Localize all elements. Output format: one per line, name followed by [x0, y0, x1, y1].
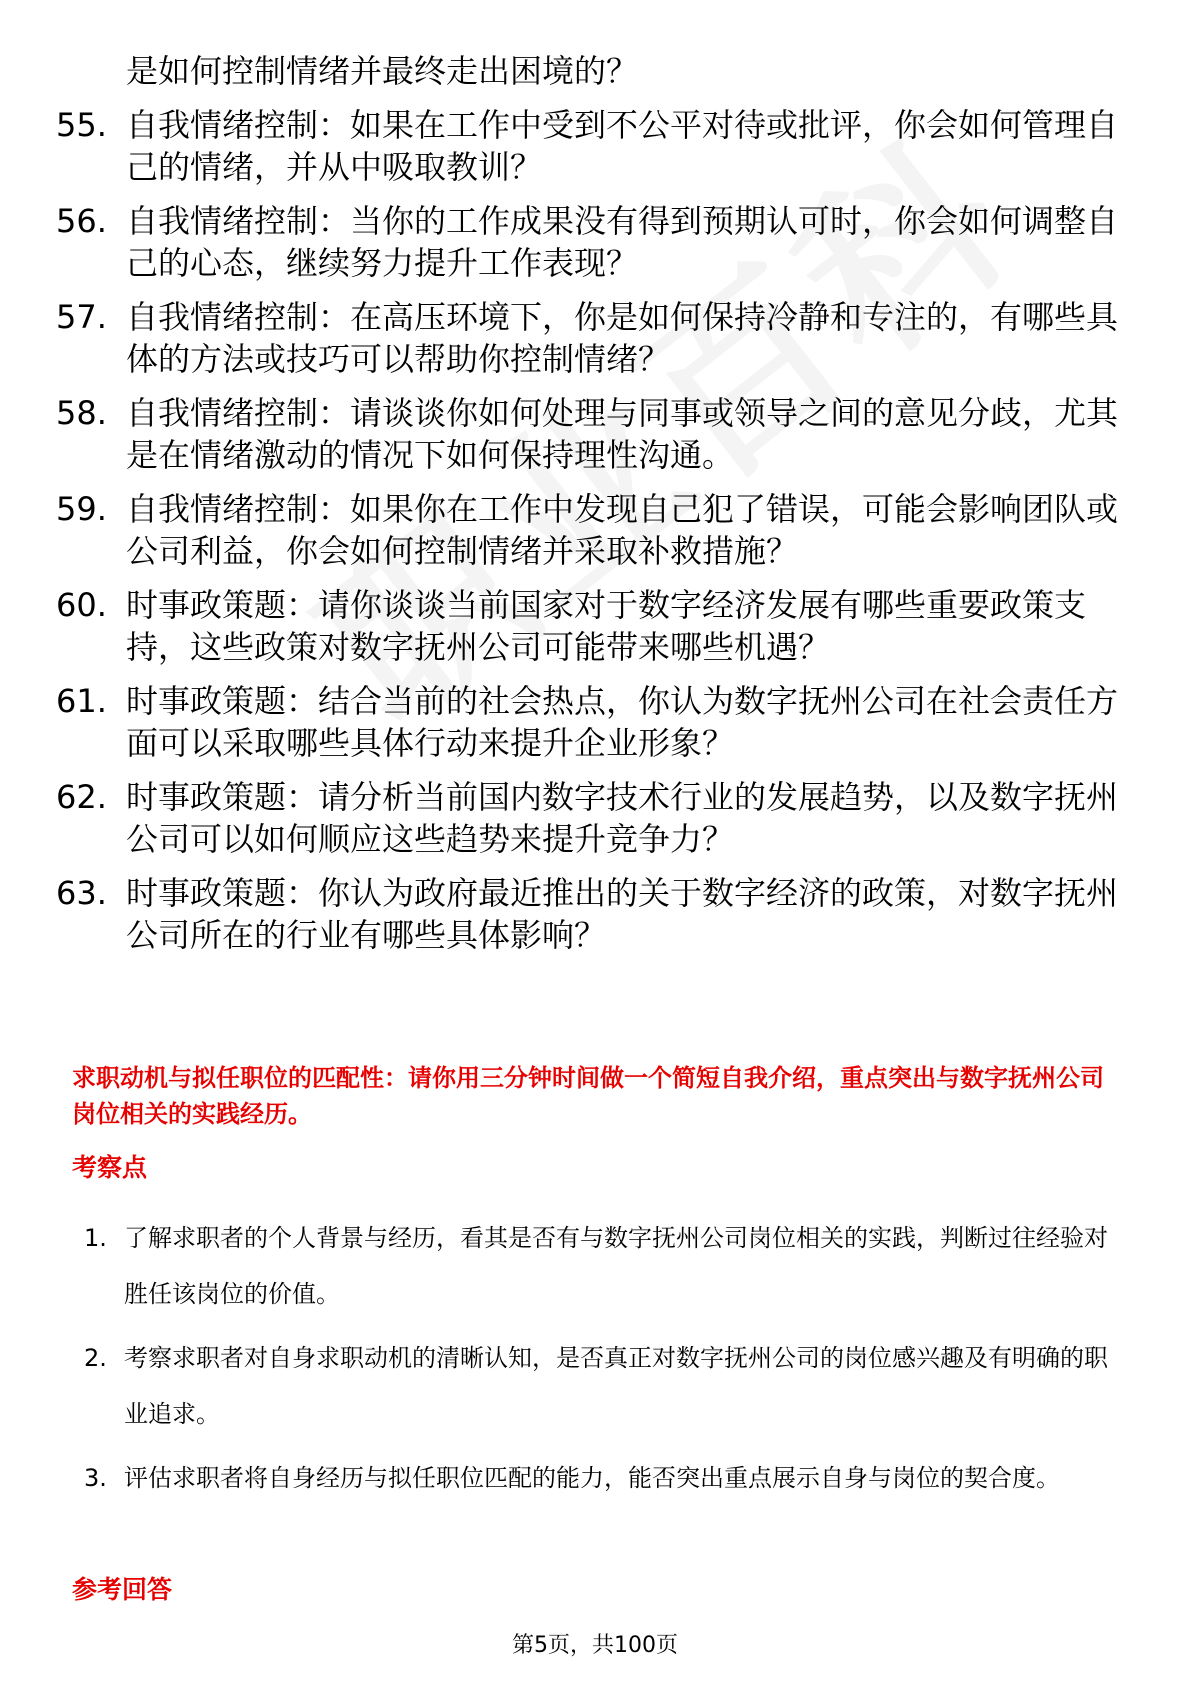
question-item [56, 872, 1136, 956]
focus-point-number: 2. [84, 1344, 107, 1372]
question-item [56, 776, 1136, 860]
question-number: 62. [56, 778, 107, 816]
focus-point-list [84, 1210, 1124, 1514]
question-item [56, 200, 1136, 284]
focus-point-text: 了解求职者的个人背景与经历，看其是否有与数字抚州公司岗位相关的实践，判断过往经验对胜任该岗位的价值。 [124, 1224, 1108, 1308]
question-number: 55. [56, 106, 107, 144]
question-item [56, 296, 1136, 380]
question-text: 自我情绪控制：当你的工作成果没有得到预期认可时，你会如何调整自己的心态，继续努力提升工作表现？ [126, 202, 1119, 282]
question-list [56, 50, 1136, 968]
question-number: 56. [56, 202, 107, 240]
focus-point-number: 1. [84, 1224, 107, 1252]
question-text: 时事政策题：请分析当前国内数字技术行业的发展趋势，以及数字抚州公司可以如何顺应这些趋势来提升竞争力？ [126, 778, 1119, 858]
question-text: 自我情绪控制：请谈谈你如何处理与同事或领导之间的意见分歧，尤其是在情绪激动的情况下如何保持理性沟通。 [126, 394, 1119, 474]
focus-point [84, 1210, 1124, 1322]
question-text: 时事政策题：你认为政府最近推出的关于数字经济的政策，对数字抚州公司所在的行业有哪些具体影响？ [126, 874, 1119, 954]
focus-point-number: 3. [84, 1464, 107, 1492]
question-text: 自我情绪控制：如果在工作中受到不公平对待或批评，你会如何管理自己的情绪，并从中吸取教训？ [126, 106, 1119, 186]
question-item [56, 392, 1136, 476]
question-number: 58. [56, 394, 107, 432]
question-text: 时事政策题：结合当前的社会热点，你认为数字抚州公司在社会责任方面可以采取哪些具体行动来提升企业形象？ [126, 682, 1119, 762]
question-item [56, 584, 1136, 668]
focus-point-text: 评估求职者将自身经历与拟任职位匹配的能力，能否突出重点展示自身与岗位的契合度。 [124, 1464, 1060, 1492]
highlight-question: 求职动机与拟任职位的匹配性：请你用三分钟时间做一个简短自我介绍，重点突出与数字抚州公司岗位相关的实践经历。 [72, 1064, 1104, 1128]
question-continuation: 是如何控制情绪并最终走出困境的？ [126, 52, 639, 90]
question-number: 57. [56, 298, 107, 336]
question-number: 59. [56, 490, 107, 528]
focus-point-text: 考察求职者对自身求职动机的清晰认知，是否真正对数字抚州公司的岗位感兴趣及有明确的职业追求。 [124, 1344, 1108, 1428]
question-number: 61. [56, 682, 107, 720]
answer-heading: 参考回答 [72, 1575, 173, 1604]
question-item [56, 104, 1136, 188]
question-number: 63. [56, 874, 107, 912]
question-number: 60. [56, 586, 107, 624]
focus-point [84, 1450, 1124, 1506]
focus-point [84, 1330, 1124, 1442]
question-item [56, 488, 1136, 572]
focus-heading: 考察点 [72, 1153, 148, 1182]
question-item [56, 680, 1136, 764]
question-text: 自我情绪控制：在高压环境下，你是如何保持冷静和专注的，有哪些具体的方法或技巧可以帮助你控制情绪？ [126, 298, 1119, 378]
question-text: 自我情绪控制：如果你在工作中发现自己犯了错误，可能会影响团队或公司利益，你会如何控制情绪并采取补救措施？ [126, 490, 1119, 570]
page-footer: 第5页，共100页 [512, 1633, 678, 1658]
question-text: 时事政策题：请你谈谈当前国家对于数字经济发展有哪些重要政策支持，这些政策对数字抚州公司可能带来哪些机遇？ [126, 586, 1087, 666]
